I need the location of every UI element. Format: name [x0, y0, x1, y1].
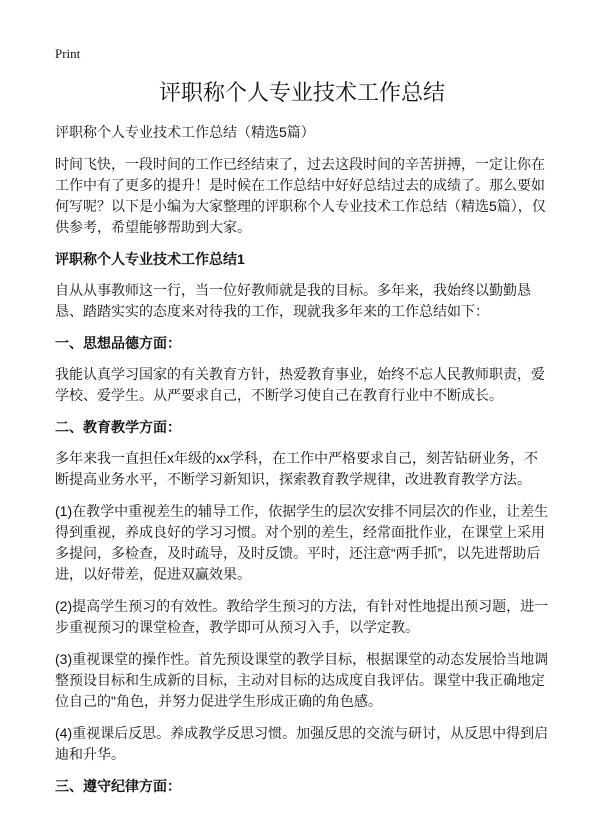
paragraph: (3)重视课堂的操作性。首先预设课堂的教学目标，根据课堂的动态发展恰当地调整预设目标和生成新的目标，主动对目标的达成度自我评估。课堂中我正确地定位自己的"角色，并努力促进学生形成正确的角色感。 — [55, 651, 549, 709]
document-content — [55, 122, 549, 797]
paragraph: 多年来我一直担任x年级的xx学科，在工作中严格要求自己，刻苦钻研业务，不断提高业务水平，不断学习新知识，探索教育教学规律，改进教育教学方法。 — [55, 450, 538, 487]
section-heading: 评职称个人专业技术工作总结1 — [55, 251, 245, 267]
paragraph: (2)提高学生预习的有效性。教给学生预习的方法，有针对性地提出预习题，进一步重视预习的课堂检查，教学即可从预习入手，以学定教。 — [55, 598, 549, 635]
paragraph: (4)重视课后反思。养成教学反思习惯。加强反思的交流与研讨，从反思中得到启迪和升华。 — [55, 725, 549, 762]
section-heading: 一、思想品德方面： — [55, 335, 181, 351]
print-link[interactable]: Print — [55, 46, 81, 61]
paragraph: 评职称个人专业技术工作总结（精选5篇） — [55, 124, 315, 140]
paragraph: 自从从事教师这一行，当一位好教师就是我的目标。多年来，我始终以勤勤恳恳、踏踏实实的态度来对待我的工作，现就我多年来的工作总结如下： — [55, 282, 531, 319]
document-body — [55, 78, 549, 807]
section-heading: 二、教育教学方面： — [55, 419, 181, 435]
paragraph: 时间飞快，一段时间的工作已经结束了，过去这段时间的辛苦拼搏，一定让你在工作中有了更多的提升！是时候在工作总结中好好总结过去的成绩了。那么要如何写呢？以下是小编为大家整理的评职称个人专业技术工作总结（精选5篇），仅供参考，希望能够帮助到大家。 — [55, 156, 546, 235]
document-title: 评职称个人专业技术工作总结 — [158, 80, 445, 105]
section-heading: 三、遵守纪律方面： — [55, 778, 181, 794]
paragraph: (1)在教学中重视差生的辅导工作，依据学生的层次安排不同层次的作业，让差生得到重视，养成良好的学习习惯。对个别的差生，经常面批作业，在课堂上采用多提问，多检查，及时疏导，及时反馈。平时，还注意“两手抓”，以先进帮助后进，以好带差，促进双赢效果。 — [55, 503, 549, 582]
paragraph: 我能认真学习国家的有关教育方针，热爱教育事业，始终不忘人民教师职责，爱学校、爱学生。从严要求自己，不断学习使自己在教育行业中不断成长。 — [55, 366, 545, 403]
